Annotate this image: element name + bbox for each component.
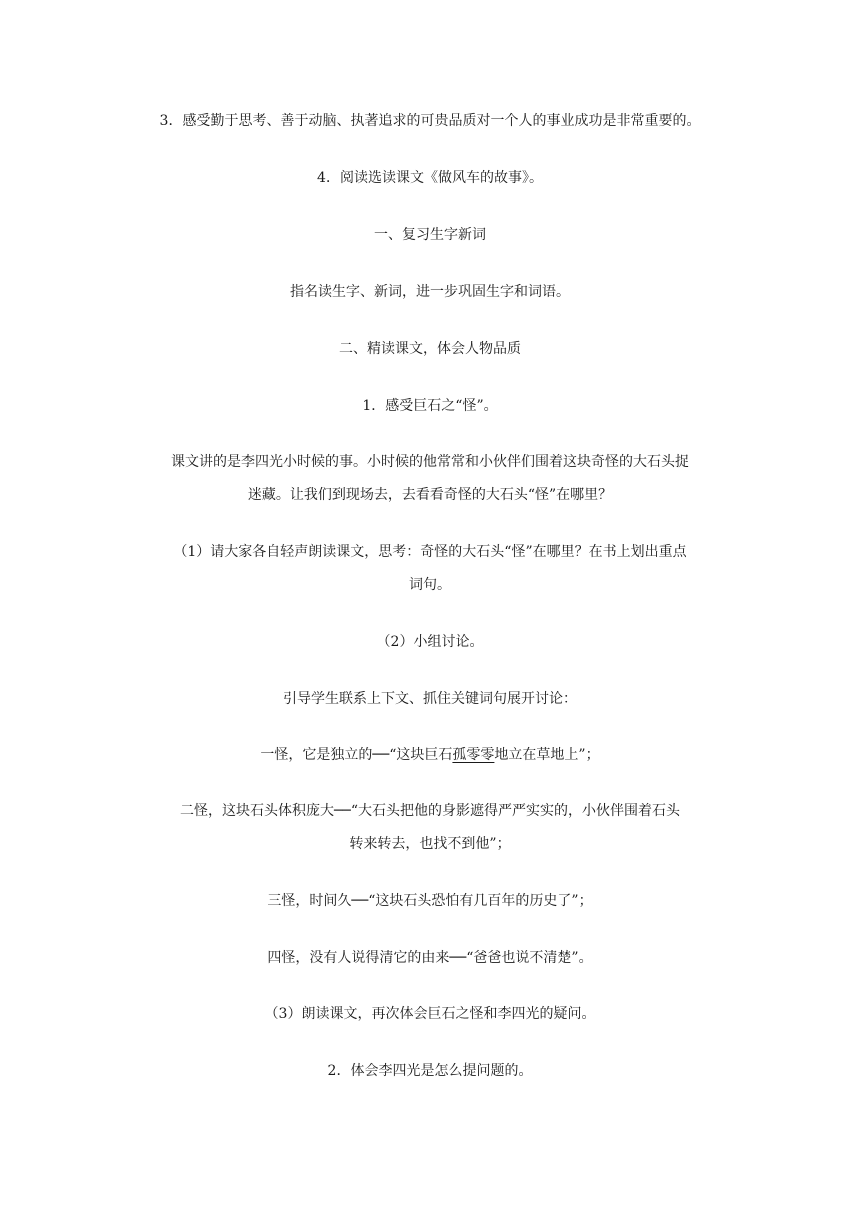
discussion-point-3: 三怪，时间久──“这块石头恐怕有几百年的历史了”； (267, 893, 593, 909)
paragraph: （3）朗读课文，再次体会巨石之怪和李四光的疑问。 (264, 1006, 596, 1022)
discussion-point-4: 四怪，没有人说得清它的由来──“爸爸也说不清楚”。 (267, 950, 593, 966)
objective-4: 4．阅读选读课文《做风车的故事》。 (317, 170, 543, 186)
section-heading-reading: 二、精读课文，体会人物品质 (339, 341, 521, 357)
paragraph: 引导学生联系上下文、抓住关键词句展开讨论： (283, 691, 577, 707)
paragraph-line: 课文讲的是李四光小时候的事。小时候的他常常和小伙伴们围着这块奇怪的大石头捉 (171, 454, 689, 470)
text-segment: 一怪，它是独立的──“这块巨石 (260, 747, 453, 763)
text-segment: 地立在草地上”； (494, 747, 600, 763)
paragraph: 指名读生字、新词，进一步巩固生字和词语。 (290, 284, 570, 300)
section-heading-review: 一、复习生字新词 (374, 227, 486, 243)
paragraph: （2）小组讨论。 (376, 634, 484, 650)
paragraph-line: 二怪，这块石头体积庞大──“大石头把他的身影遮得严严实实的，小伙伴围着石头 (179, 803, 680, 819)
discussion-point-1 (0, 745, 860, 765)
paragraph-line: （1）请大家各自轻声朗读课文，思考：奇怪的大石头“怪”在哪里？在书上划出重点 (173, 544, 687, 560)
paragraph-line: 转来转去，也找不到他”； (349, 836, 511, 852)
paragraph-line: 迷藏。让我们到现场去，去看看奇怪的大石头“怪”在哪里？ (247, 487, 613, 503)
subheading-1: 1．感受巨石之“怪”。 (362, 398, 498, 414)
objective-3: 3．感受勤于思考、善于动脑、执著追求的可贵品质对一个人的事业成功是非常重要的。 (159, 113, 701, 129)
subheading-2: 2．体会李四光是怎么提问题的。 (327, 1063, 533, 1079)
underlined-keyword: 孤零零 (452, 747, 495, 763)
paragraph-line: 词句。 (409, 577, 451, 593)
